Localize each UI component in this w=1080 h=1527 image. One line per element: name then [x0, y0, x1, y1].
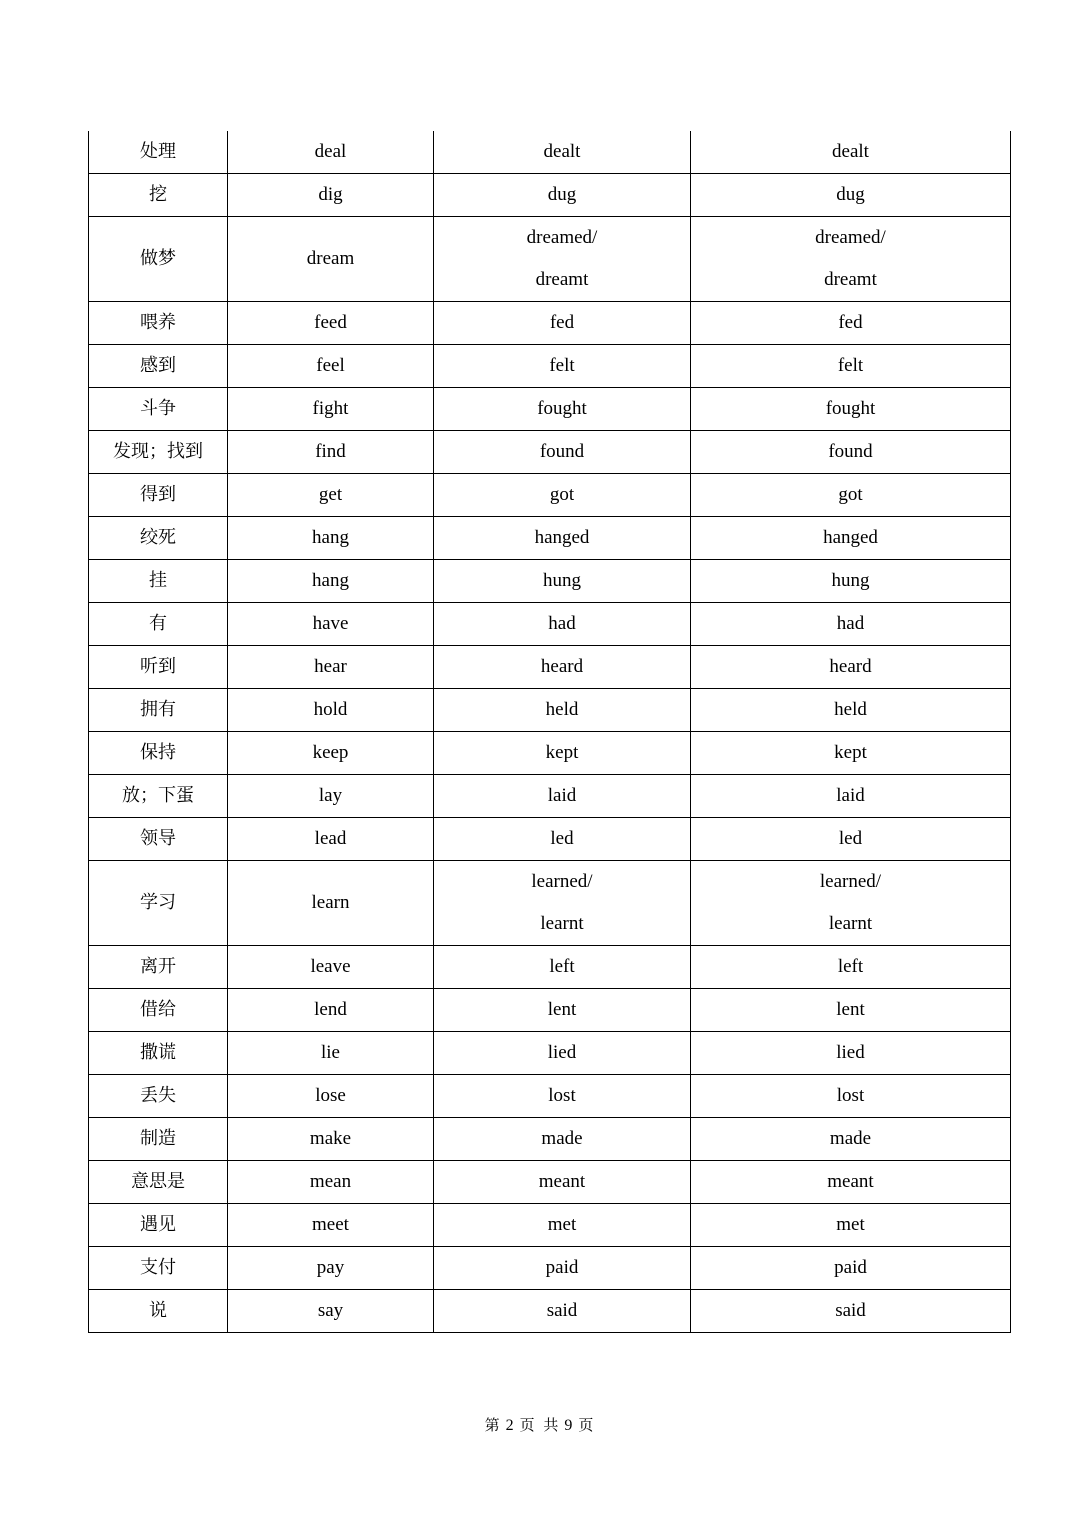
cell-past-participle — [691, 302, 1011, 345]
cell-base-form: feed — [228, 302, 434, 345]
footer-prefix: 第 — [484, 1416, 502, 1434]
cell-base-form: deal — [228, 131, 434, 174]
cell-chinese-meaning: 丢失 — [89, 1075, 228, 1118]
cell-base-form: leave — [228, 946, 434, 989]
cell-past-participle — [691, 1075, 1011, 1118]
cell-past-tense-line: lied — [547, 1042, 577, 1063]
footer-page-number: 2 — [505, 1417, 516, 1434]
footer-suffix: 页 — [578, 1416, 596, 1434]
table-row — [89, 217, 1011, 302]
cell-past-tense-line: met — [547, 1214, 577, 1235]
cell-past-participle — [691, 474, 1011, 517]
cell-past-tense — [434, 946, 691, 989]
cell-chinese-meaning: 有 — [89, 603, 228, 646]
cell-base-form: make — [228, 1118, 434, 1161]
cell-chinese-meaning: 支付 — [89, 1247, 228, 1290]
cell-past-participle-line: hanged — [823, 527, 878, 548]
cell-past-participle-line: learned/ — [819, 871, 882, 892]
cell-past-participle-line: dug — [836, 184, 865, 205]
cell-base-form: hear — [228, 646, 434, 689]
cell-past-participle — [691, 174, 1011, 217]
table-row — [89, 861, 1011, 946]
cell-base-form: fight — [228, 388, 434, 431]
cell-past-tense-line: dealt — [543, 141, 581, 162]
cell-past-participle — [691, 989, 1011, 1032]
cell-chinese-meaning: 借给 — [89, 989, 228, 1032]
cell-past-participle-line: laid — [836, 785, 865, 806]
cell-chinese-meaning: 处理 — [89, 131, 228, 174]
cell-chinese-meaning: 听到 — [89, 646, 228, 689]
table-row — [89, 603, 1011, 646]
table-row — [89, 1032, 1011, 1075]
table-row — [89, 560, 1011, 603]
cell-chinese-meaning: 意思是 — [89, 1161, 228, 1204]
cell-past-tense — [434, 131, 691, 174]
cell-chinese-meaning: 喂养 — [89, 302, 228, 345]
cell-past-participle-line: kept — [834, 742, 867, 763]
cell-past-participle — [691, 560, 1011, 603]
cell-past-tense — [434, 474, 691, 517]
cell-past-tense-line: got — [549, 484, 575, 505]
cell-past-tense — [434, 861, 691, 946]
cell-past-participle — [691, 1032, 1011, 1075]
table-row — [89, 474, 1011, 517]
cell-past-participle — [691, 388, 1011, 431]
cell-past-tense — [434, 517, 691, 560]
footer-mid: 页 共 — [519, 1416, 561, 1434]
verb-table-body — [89, 131, 1011, 1333]
cell-past-participle — [691, 946, 1011, 989]
cell-base-form: hang — [228, 560, 434, 603]
cell-past-participle-line: found — [828, 441, 873, 462]
cell-base-form: pay — [228, 1247, 434, 1290]
cell-past-tense — [434, 174, 691, 217]
cell-past-tense — [434, 818, 691, 861]
cell-past-participle — [691, 775, 1011, 818]
cell-past-tense-line: learned/ — [531, 871, 593, 892]
cell-past-tense-line: fought — [537, 398, 587, 419]
footer-total-pages: 9 — [564, 1417, 575, 1434]
cell-past-participle-line: held — [834, 699, 867, 720]
cell-chinese-meaning: 离开 — [89, 946, 228, 989]
cell-base-form: find — [228, 431, 434, 474]
cell-past-participle-line: meant — [827, 1171, 874, 1192]
cell-past-tense-line: heard — [540, 656, 584, 677]
table-row — [89, 818, 1011, 861]
cell-past-tense-line: paid — [545, 1257, 579, 1278]
cell-chinese-meaning: 挂 — [89, 560, 228, 603]
table-row — [89, 946, 1011, 989]
cell-base-form: lay — [228, 775, 434, 818]
cell-past-tense — [434, 775, 691, 818]
cell-past-participle-line: led — [838, 828, 863, 849]
cell-past-tense — [434, 345, 691, 388]
cell-past-tense-line: said — [546, 1300, 578, 1321]
table-row — [89, 689, 1011, 732]
cell-past-tense — [434, 989, 691, 1032]
cell-past-tense — [434, 560, 691, 603]
cell-past-tense — [434, 1247, 691, 1290]
cell-chinese-meaning: 撒谎 — [89, 1032, 228, 1075]
cell-base-form: keep — [228, 732, 434, 775]
cell-past-participle-line: lied — [836, 1042, 865, 1063]
cell-chinese-meaning: 挖 — [89, 174, 228, 217]
cell-past-participle — [691, 431, 1011, 474]
irregular-verb-table — [88, 131, 1011, 1333]
cell-past-tense-line: had — [548, 613, 576, 634]
cell-chinese-meaning: 做梦 — [89, 217, 228, 302]
table-row — [89, 174, 1011, 217]
cell-past-tense-line: dug — [547, 184, 577, 205]
cell-past-tense — [434, 1032, 691, 1075]
table-row — [89, 302, 1011, 345]
cell-past-tense-line: kept — [545, 742, 579, 763]
cell-past-participle — [691, 1118, 1011, 1161]
table-row — [89, 1161, 1011, 1204]
cell-past-tense — [434, 646, 691, 689]
cell-chinese-meaning: 斗争 — [89, 388, 228, 431]
cell-past-participle — [691, 689, 1011, 732]
cell-past-tense-line: hanged — [534, 527, 590, 548]
cell-past-participle — [691, 345, 1011, 388]
cell-chinese-meaning: 绞死 — [89, 517, 228, 560]
cell-past-participle-line: heard — [829, 656, 872, 677]
verb-table-container — [88, 131, 1010, 1333]
cell-past-participle — [691, 818, 1011, 861]
cell-past-tense-line: meant — [538, 1171, 586, 1192]
cell-past-tense-line: felt — [549, 355, 575, 376]
cell-past-tense-line: found — [539, 441, 585, 462]
cell-base-form: lead — [228, 818, 434, 861]
cell-past-participle-line: lost — [836, 1085, 865, 1106]
cell-base-form: dig — [228, 174, 434, 217]
cell-chinese-meaning: 感到 — [89, 345, 228, 388]
cell-chinese-meaning: 拥有 — [89, 689, 228, 732]
cell-past-tense-line: lent — [547, 999, 577, 1020]
cell-past-participle-line: left — [837, 956, 864, 977]
cell-base-form: dream — [228, 217, 434, 302]
cell-past-participle — [691, 646, 1011, 689]
table-row — [89, 517, 1011, 560]
cell-past-tense-line: learnt — [540, 913, 584, 934]
page-footer — [0, 1414, 1080, 1435]
cell-past-tense-line: dreamt — [535, 269, 589, 290]
cell-past-tense — [434, 431, 691, 474]
cell-past-tense — [434, 603, 691, 646]
table-row — [89, 431, 1011, 474]
cell-past-participle-line: had — [836, 613, 865, 634]
table-row — [89, 1247, 1011, 1290]
table-row — [89, 732, 1011, 775]
cell-past-participle-line: fought — [825, 398, 876, 419]
cell-past-participle-line: got — [838, 484, 863, 505]
cell-past-tense — [434, 689, 691, 732]
cell-past-participle — [691, 1247, 1011, 1290]
cell-past-participle-line: dreamt — [824, 269, 877, 290]
cell-past-participle-line: paid — [834, 1257, 867, 1278]
table-row — [89, 345, 1011, 388]
cell-base-form: feel — [228, 345, 434, 388]
cell-past-tense — [434, 1290, 691, 1333]
cell-chinese-meaning: 领导 — [89, 818, 228, 861]
cell-past-tense-line: left — [549, 956, 575, 977]
table-row — [89, 388, 1011, 431]
cell-past-tense-line: made — [541, 1128, 583, 1149]
table-row — [89, 775, 1011, 818]
cell-past-participle-line: dreamed/ — [815, 227, 886, 248]
cell-past-participle-line: met — [836, 1214, 865, 1235]
cell-past-participle-line: fed — [838, 312, 863, 333]
table-row — [89, 131, 1011, 174]
cell-past-tense — [434, 732, 691, 775]
cell-base-form: learn — [228, 861, 434, 946]
cell-base-form: mean — [228, 1161, 434, 1204]
cell-past-participle — [691, 131, 1011, 174]
cell-base-form: lie — [228, 1032, 434, 1075]
cell-past-participle — [691, 1290, 1011, 1333]
cell-base-form: hold — [228, 689, 434, 732]
cell-chinese-meaning: 放；下蛋 — [89, 775, 228, 818]
cell-past-participle — [691, 217, 1011, 302]
cell-past-tense — [434, 388, 691, 431]
table-row — [89, 1290, 1011, 1333]
cell-chinese-meaning: 说 — [89, 1290, 228, 1333]
cell-past-tense — [434, 1204, 691, 1247]
cell-past-participle-line: hung — [831, 570, 870, 591]
cell-past-tense-line: lost — [548, 1085, 576, 1106]
table-row — [89, 989, 1011, 1032]
cell-past-tense-line: fed — [549, 312, 575, 333]
table-row — [89, 1118, 1011, 1161]
cell-past-tense — [434, 1118, 691, 1161]
cell-past-participle — [691, 861, 1011, 946]
cell-past-participle — [691, 1204, 1011, 1247]
cell-past-tense-line: laid — [547, 785, 577, 806]
cell-past-tense — [434, 1075, 691, 1118]
cell-past-participle — [691, 1161, 1011, 1204]
cell-past-participle-line: learnt — [828, 913, 873, 934]
cell-chinese-meaning: 制造 — [89, 1118, 228, 1161]
cell-base-form: have — [228, 603, 434, 646]
cell-chinese-meaning: 得到 — [89, 474, 228, 517]
cell-past-participle — [691, 732, 1011, 775]
cell-base-form: lose — [228, 1075, 434, 1118]
cell-past-tense-line: held — [545, 699, 579, 720]
cell-chinese-meaning: 发现；找到 — [89, 431, 228, 474]
cell-base-form: get — [228, 474, 434, 517]
cell-past-participle — [691, 517, 1011, 560]
cell-past-participle-line: said — [835, 1300, 866, 1321]
cell-past-participle-line: dealt — [832, 141, 869, 162]
table-row — [89, 646, 1011, 689]
cell-base-form: hang — [228, 517, 434, 560]
cell-past-participle — [691, 603, 1011, 646]
cell-base-form: say — [228, 1290, 434, 1333]
cell-past-tense — [434, 1161, 691, 1204]
cell-base-form: meet — [228, 1204, 434, 1247]
cell-past-participle-line: felt — [837, 355, 864, 376]
cell-past-tense-line: dreamed/ — [526, 227, 598, 248]
cell-chinese-meaning: 遇见 — [89, 1204, 228, 1247]
cell-past-participle-line: made — [829, 1128, 872, 1149]
cell-past-tense-line: led — [550, 828, 574, 849]
cell-chinese-meaning: 保持 — [89, 732, 228, 775]
cell-base-form: lend — [228, 989, 434, 1032]
cell-past-participle-line: lent — [836, 999, 865, 1020]
cell-chinese-meaning: 学习 — [89, 861, 228, 946]
cell-past-tense — [434, 217, 691, 302]
cell-past-tense-line: hung — [543, 570, 581, 591]
table-row — [89, 1075, 1011, 1118]
cell-past-tense — [434, 302, 691, 345]
table-row — [89, 1204, 1011, 1247]
